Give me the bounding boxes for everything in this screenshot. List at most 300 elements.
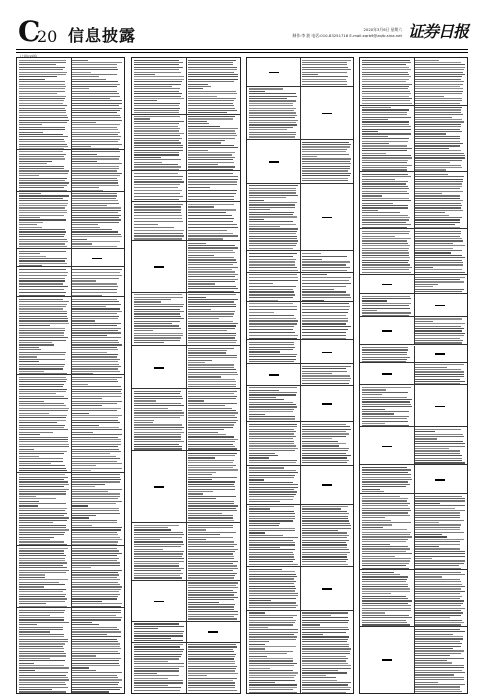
fine-print-line xyxy=(188,257,235,258)
fine-print-line xyxy=(302,294,350,295)
fine-print-line xyxy=(415,157,465,158)
fine-print-line xyxy=(72,534,118,535)
fine-print-line xyxy=(362,610,412,611)
fine-print-line xyxy=(302,168,351,169)
fine-print-line xyxy=(302,178,349,179)
fine-print-line xyxy=(188,281,235,282)
fine-print-line xyxy=(415,367,447,368)
fine-print-line xyxy=(72,289,117,290)
fine-print-line xyxy=(415,141,460,142)
fine-print-line xyxy=(19,484,69,485)
fine-print-line xyxy=(19,347,39,348)
fine-print-line xyxy=(188,541,234,542)
fine-print-line xyxy=(19,675,67,676)
fine-print-line xyxy=(134,690,181,691)
fine-print-line xyxy=(415,321,433,322)
fine-print-line xyxy=(415,286,433,287)
fine-print-line xyxy=(415,238,462,239)
fine-print-line xyxy=(72,295,102,296)
fine-print-line xyxy=(72,207,121,208)
fine-print-line xyxy=(302,663,348,664)
fine-print-line xyxy=(415,460,462,461)
fine-print-line xyxy=(72,660,119,661)
fine-print-line xyxy=(134,666,184,667)
fine-print-line xyxy=(302,76,349,77)
fine-print-line xyxy=(19,591,64,592)
fine-print-line xyxy=(249,576,297,577)
fine-print-line xyxy=(19,522,54,523)
fine-print-line xyxy=(362,98,412,99)
fine-print-line xyxy=(19,134,64,135)
fine-print-line xyxy=(415,581,461,582)
fine-print-line xyxy=(302,675,327,676)
cell-label xyxy=(269,72,279,74)
fine-print-line xyxy=(72,286,118,287)
fine-print-line xyxy=(188,474,212,475)
fine-print-line xyxy=(249,361,294,362)
fine-print-line xyxy=(19,481,68,482)
fine-print-line xyxy=(72,215,121,216)
fine-print-line xyxy=(362,588,411,589)
fine-print-line xyxy=(415,103,460,104)
fine-print-line xyxy=(362,508,410,509)
fine-print-line xyxy=(19,539,50,540)
fine-print-line xyxy=(302,72,348,73)
fine-print-line xyxy=(362,469,412,470)
fine-print-line xyxy=(19,648,64,649)
cell-divider xyxy=(300,87,301,139)
fine-print-line xyxy=(188,330,228,331)
fine-print-line xyxy=(19,161,53,162)
fine-print-line xyxy=(249,297,293,298)
fine-print-line xyxy=(188,508,236,509)
fine-print-line xyxy=(72,342,119,343)
fine-print-line xyxy=(134,328,182,329)
fine-print-line xyxy=(19,425,66,426)
fine-print-line xyxy=(188,110,238,111)
fine-print-line xyxy=(72,479,121,480)
fine-print-line xyxy=(188,176,238,177)
fine-print-line xyxy=(249,448,298,449)
fine-print-line xyxy=(362,579,408,580)
fine-print-line xyxy=(415,79,461,80)
fine-print-line xyxy=(72,408,121,409)
fine-print-line xyxy=(188,133,236,134)
fine-print-line xyxy=(302,154,349,155)
fine-print-line xyxy=(249,677,295,678)
fine-print-line xyxy=(188,162,235,163)
fine-print-line xyxy=(362,310,377,311)
fine-print-line xyxy=(188,93,237,94)
fine-print-line xyxy=(415,374,464,375)
fine-print-line xyxy=(134,142,181,143)
fine-print-line xyxy=(134,60,180,61)
fine-print-line xyxy=(134,420,154,421)
fine-print-line xyxy=(72,437,118,438)
fine-print-line xyxy=(302,656,347,657)
fine-print-line xyxy=(362,240,408,241)
fine-print-line xyxy=(249,518,295,519)
cell-label xyxy=(382,373,392,375)
fine-print-line xyxy=(134,687,182,688)
fine-print-line xyxy=(19,646,64,647)
fine-print-line xyxy=(134,644,184,645)
fine-print-line xyxy=(249,418,296,419)
fine-print-line xyxy=(188,215,233,216)
fine-print-line xyxy=(302,460,350,461)
fine-print-line xyxy=(188,159,233,160)
fine-print-line xyxy=(415,279,460,280)
fine-print-line xyxy=(72,465,96,466)
fine-print-line xyxy=(72,601,102,602)
fine-print-line xyxy=(415,167,462,168)
fine-print-line xyxy=(134,623,179,624)
fine-print-line xyxy=(188,429,224,430)
fine-print-line xyxy=(19,477,69,478)
fine-print-line xyxy=(249,482,294,483)
fine-print-line xyxy=(415,658,464,659)
fine-print-line xyxy=(249,342,295,343)
cell-label xyxy=(92,258,102,260)
fine-print-line xyxy=(249,411,294,412)
fine-print-line xyxy=(19,408,69,409)
fine-print-line xyxy=(415,622,464,623)
fine-print-line xyxy=(134,69,179,70)
fine-print-line xyxy=(249,472,299,473)
notice-block xyxy=(247,273,353,302)
fine-print-line xyxy=(19,451,67,452)
fine-print-line xyxy=(249,228,299,229)
page-number: 20 xyxy=(37,27,58,46)
fine-print-line xyxy=(134,534,184,535)
fine-print-line xyxy=(362,505,409,506)
fine-print-line xyxy=(249,460,297,461)
fine-print-line xyxy=(134,88,181,89)
fine-print-line xyxy=(362,84,412,85)
fine-print-line xyxy=(19,508,67,509)
fine-print-line xyxy=(19,352,67,353)
fine-print-line xyxy=(188,396,238,397)
fine-print-line xyxy=(249,549,296,550)
fine-print-line xyxy=(188,128,239,129)
fine-print-line xyxy=(19,154,66,155)
fine-print-line xyxy=(72,458,120,459)
fine-print-line xyxy=(249,491,298,492)
fine-print-line xyxy=(415,114,463,115)
fine-print-line xyxy=(362,91,410,92)
fine-print-line xyxy=(415,650,464,651)
fine-print-line xyxy=(362,574,400,575)
fine-print-line xyxy=(362,252,409,253)
fine-print-line xyxy=(362,76,411,77)
fine-print-line xyxy=(72,427,119,428)
fine-print-line xyxy=(362,522,412,523)
fine-print-line xyxy=(72,405,102,406)
fine-print-line xyxy=(249,207,295,208)
fine-print-line xyxy=(188,393,235,394)
fine-print-line xyxy=(415,174,448,175)
fine-print-line xyxy=(415,438,437,439)
fine-print-line xyxy=(302,375,350,376)
fine-print-line xyxy=(249,320,299,321)
fine-print-line xyxy=(19,446,69,447)
fine-print-line xyxy=(249,429,294,430)
fine-print-line xyxy=(188,673,238,674)
cell-divider xyxy=(300,184,301,251)
fine-print-line xyxy=(249,615,298,616)
fine-print-line xyxy=(302,332,346,333)
fine-print-line xyxy=(415,131,462,132)
fine-print-line xyxy=(415,76,462,77)
fine-print-line xyxy=(249,100,297,101)
fine-print-line xyxy=(19,520,68,521)
fine-print-line xyxy=(188,556,234,557)
fine-print-line xyxy=(302,528,351,529)
fine-print-line xyxy=(72,505,88,506)
fine-print-line xyxy=(415,568,461,569)
fine-print-line xyxy=(362,484,410,485)
fine-print-line xyxy=(249,349,293,350)
fine-print-line xyxy=(188,434,227,435)
fine-print-line xyxy=(134,140,180,141)
fine-print-line xyxy=(134,135,181,136)
fine-print-line xyxy=(415,617,450,618)
fine-print-line xyxy=(72,283,117,284)
fine-print-line xyxy=(72,501,122,502)
fine-print-line xyxy=(415,267,433,268)
fine-print-line xyxy=(302,289,335,290)
fine-print-line xyxy=(415,236,460,237)
fine-print-line xyxy=(19,550,64,551)
fine-print-line xyxy=(415,679,464,680)
fine-print-line xyxy=(134,230,185,231)
fine-print-line xyxy=(72,217,119,218)
fine-print-line xyxy=(362,207,409,208)
fine-print-line xyxy=(19,203,69,204)
fine-print-line xyxy=(362,421,409,422)
fine-print-line xyxy=(134,206,181,207)
fine-print-line xyxy=(362,389,387,390)
fine-print-line xyxy=(362,215,408,216)
fine-print-line xyxy=(362,210,379,211)
fine-print-line xyxy=(302,682,352,683)
fine-print-line xyxy=(188,405,225,406)
fine-print-line xyxy=(249,525,280,526)
fine-print-line xyxy=(302,306,350,307)
fine-print-line xyxy=(415,227,460,228)
fine-print-line xyxy=(249,261,296,262)
fine-print-line xyxy=(362,250,408,251)
fine-print-line xyxy=(19,420,66,421)
fine-print-line xyxy=(72,299,117,300)
continued-from-tag: (上接C19版) xyxy=(20,54,38,58)
fine-print-line xyxy=(415,96,444,97)
fine-print-line xyxy=(134,145,184,146)
fine-print-line xyxy=(188,609,234,610)
fine-print-line xyxy=(134,79,185,80)
fine-print-line xyxy=(72,527,122,528)
fine-print-line xyxy=(19,156,64,157)
fine-print-line xyxy=(249,280,299,281)
fine-print-line xyxy=(302,438,333,439)
fine-print-line xyxy=(188,355,237,356)
fine-print-line xyxy=(19,491,67,492)
fine-print-line xyxy=(249,487,298,488)
fine-print-line xyxy=(415,86,460,87)
fine-print-line xyxy=(134,209,181,210)
fine-print-line xyxy=(362,404,412,405)
fine-print-line xyxy=(249,617,294,618)
fine-print-line xyxy=(188,245,235,246)
fine-print-line xyxy=(415,558,432,559)
fine-print-line xyxy=(72,344,122,345)
fine-print-line xyxy=(188,663,236,664)
fine-print-line xyxy=(134,138,182,139)
fine-print-line xyxy=(72,486,95,487)
fine-print-line xyxy=(19,579,68,580)
fine-print-line xyxy=(362,425,410,426)
fine-print-line xyxy=(19,265,42,266)
fine-print-line xyxy=(188,118,233,119)
fine-print-line xyxy=(188,67,238,68)
fine-print-line xyxy=(19,679,69,680)
fine-print-line xyxy=(249,511,294,512)
notice-block xyxy=(132,293,240,347)
fine-print-line xyxy=(415,560,465,561)
fine-print-line xyxy=(415,598,460,599)
fine-print-line xyxy=(134,539,161,540)
fine-print-line xyxy=(249,202,297,203)
fine-print-line xyxy=(19,432,53,433)
fine-print-line xyxy=(362,584,408,585)
fine-print-line xyxy=(362,622,407,623)
fine-print-line xyxy=(362,243,409,244)
fine-print-line xyxy=(415,572,461,573)
fine-print-line xyxy=(302,166,351,167)
fine-print-line xyxy=(72,643,120,644)
fine-print-line xyxy=(362,416,409,417)
fine-print-line xyxy=(415,195,460,196)
fine-print-line xyxy=(415,450,460,451)
fine-print-line xyxy=(72,417,118,418)
fine-print-line xyxy=(249,600,271,601)
fine-print-line xyxy=(72,304,121,305)
fine-print-line xyxy=(19,222,43,223)
fine-print-line xyxy=(19,117,68,118)
fine-print-line xyxy=(302,680,338,681)
fine-print-line xyxy=(302,74,318,75)
fine-print-line xyxy=(249,397,276,398)
fine-print-line xyxy=(19,612,65,613)
fine-print-line xyxy=(249,542,295,543)
fine-print-line xyxy=(415,524,461,525)
fine-print-line xyxy=(362,560,410,561)
fine-print-line xyxy=(72,337,121,338)
fine-print-line xyxy=(72,377,122,378)
notice-block xyxy=(132,346,240,389)
fine-print-line xyxy=(72,413,89,414)
fine-print-line xyxy=(362,64,407,65)
fine-print-line xyxy=(362,145,408,146)
fine-print-line xyxy=(302,639,349,640)
fine-print-line xyxy=(415,544,460,545)
cell-divider xyxy=(414,465,415,493)
fine-print-line xyxy=(72,570,122,571)
fine-print-line xyxy=(72,280,96,281)
fine-print-line xyxy=(302,532,348,533)
fine-print-line xyxy=(362,548,410,549)
fine-print-line xyxy=(19,689,52,690)
fine-print-line xyxy=(19,537,54,538)
fine-print-line xyxy=(19,108,65,109)
fine-print-line xyxy=(249,540,293,541)
fine-print-line xyxy=(415,648,453,649)
fine-print-line xyxy=(188,561,238,562)
fine-print-line xyxy=(72,684,118,685)
fine-print-line xyxy=(72,243,92,244)
fine-print-line xyxy=(415,284,438,285)
fine-print-line xyxy=(188,374,239,375)
fine-print-line xyxy=(415,91,463,92)
fine-print-line xyxy=(19,354,66,355)
fine-print-line xyxy=(188,503,235,504)
fine-print-line xyxy=(134,631,184,632)
fine-print-line xyxy=(134,233,184,234)
fine-print-line xyxy=(302,291,347,292)
fine-print-line xyxy=(72,112,117,113)
fine-print-line xyxy=(302,144,352,145)
fine-print-line xyxy=(415,498,465,499)
fine-print-line xyxy=(302,429,351,430)
fine-print-line xyxy=(415,231,461,232)
cell-label xyxy=(382,659,392,661)
fine-print-line xyxy=(362,558,411,559)
fine-print-line xyxy=(362,160,408,161)
fine-print-line xyxy=(19,567,67,568)
notice-block xyxy=(247,386,353,423)
fine-print-line xyxy=(72,610,121,611)
fine-print-line xyxy=(72,272,120,273)
fine-print-line xyxy=(302,542,347,543)
notice-block xyxy=(360,385,467,427)
fine-print-line xyxy=(72,325,117,326)
fine-print-line xyxy=(188,218,234,219)
fine-print-line xyxy=(134,646,181,647)
fine-print-line xyxy=(72,175,120,176)
fine-print-line xyxy=(19,368,64,369)
fine-print-line xyxy=(302,253,322,254)
fine-print-line xyxy=(249,192,297,193)
fine-print-line xyxy=(188,510,237,511)
fine-print-line xyxy=(249,277,298,278)
fine-print-line xyxy=(72,178,117,179)
fine-print-line xyxy=(19,594,67,595)
fine-print-line xyxy=(19,461,64,462)
fine-print-line xyxy=(415,217,462,218)
fine-print-line xyxy=(415,682,438,683)
fine-print-line xyxy=(19,219,67,220)
fine-print-line xyxy=(19,146,69,147)
fine-print-line xyxy=(415,376,464,377)
fine-print-line xyxy=(72,639,117,640)
fine-print-line xyxy=(72,622,92,623)
fine-print-line xyxy=(72,489,122,490)
fine-print-line xyxy=(19,529,69,530)
fine-print-line xyxy=(415,436,464,437)
fine-print-line xyxy=(72,330,118,331)
fine-print-line xyxy=(19,98,66,99)
fine-print-line xyxy=(188,323,239,324)
